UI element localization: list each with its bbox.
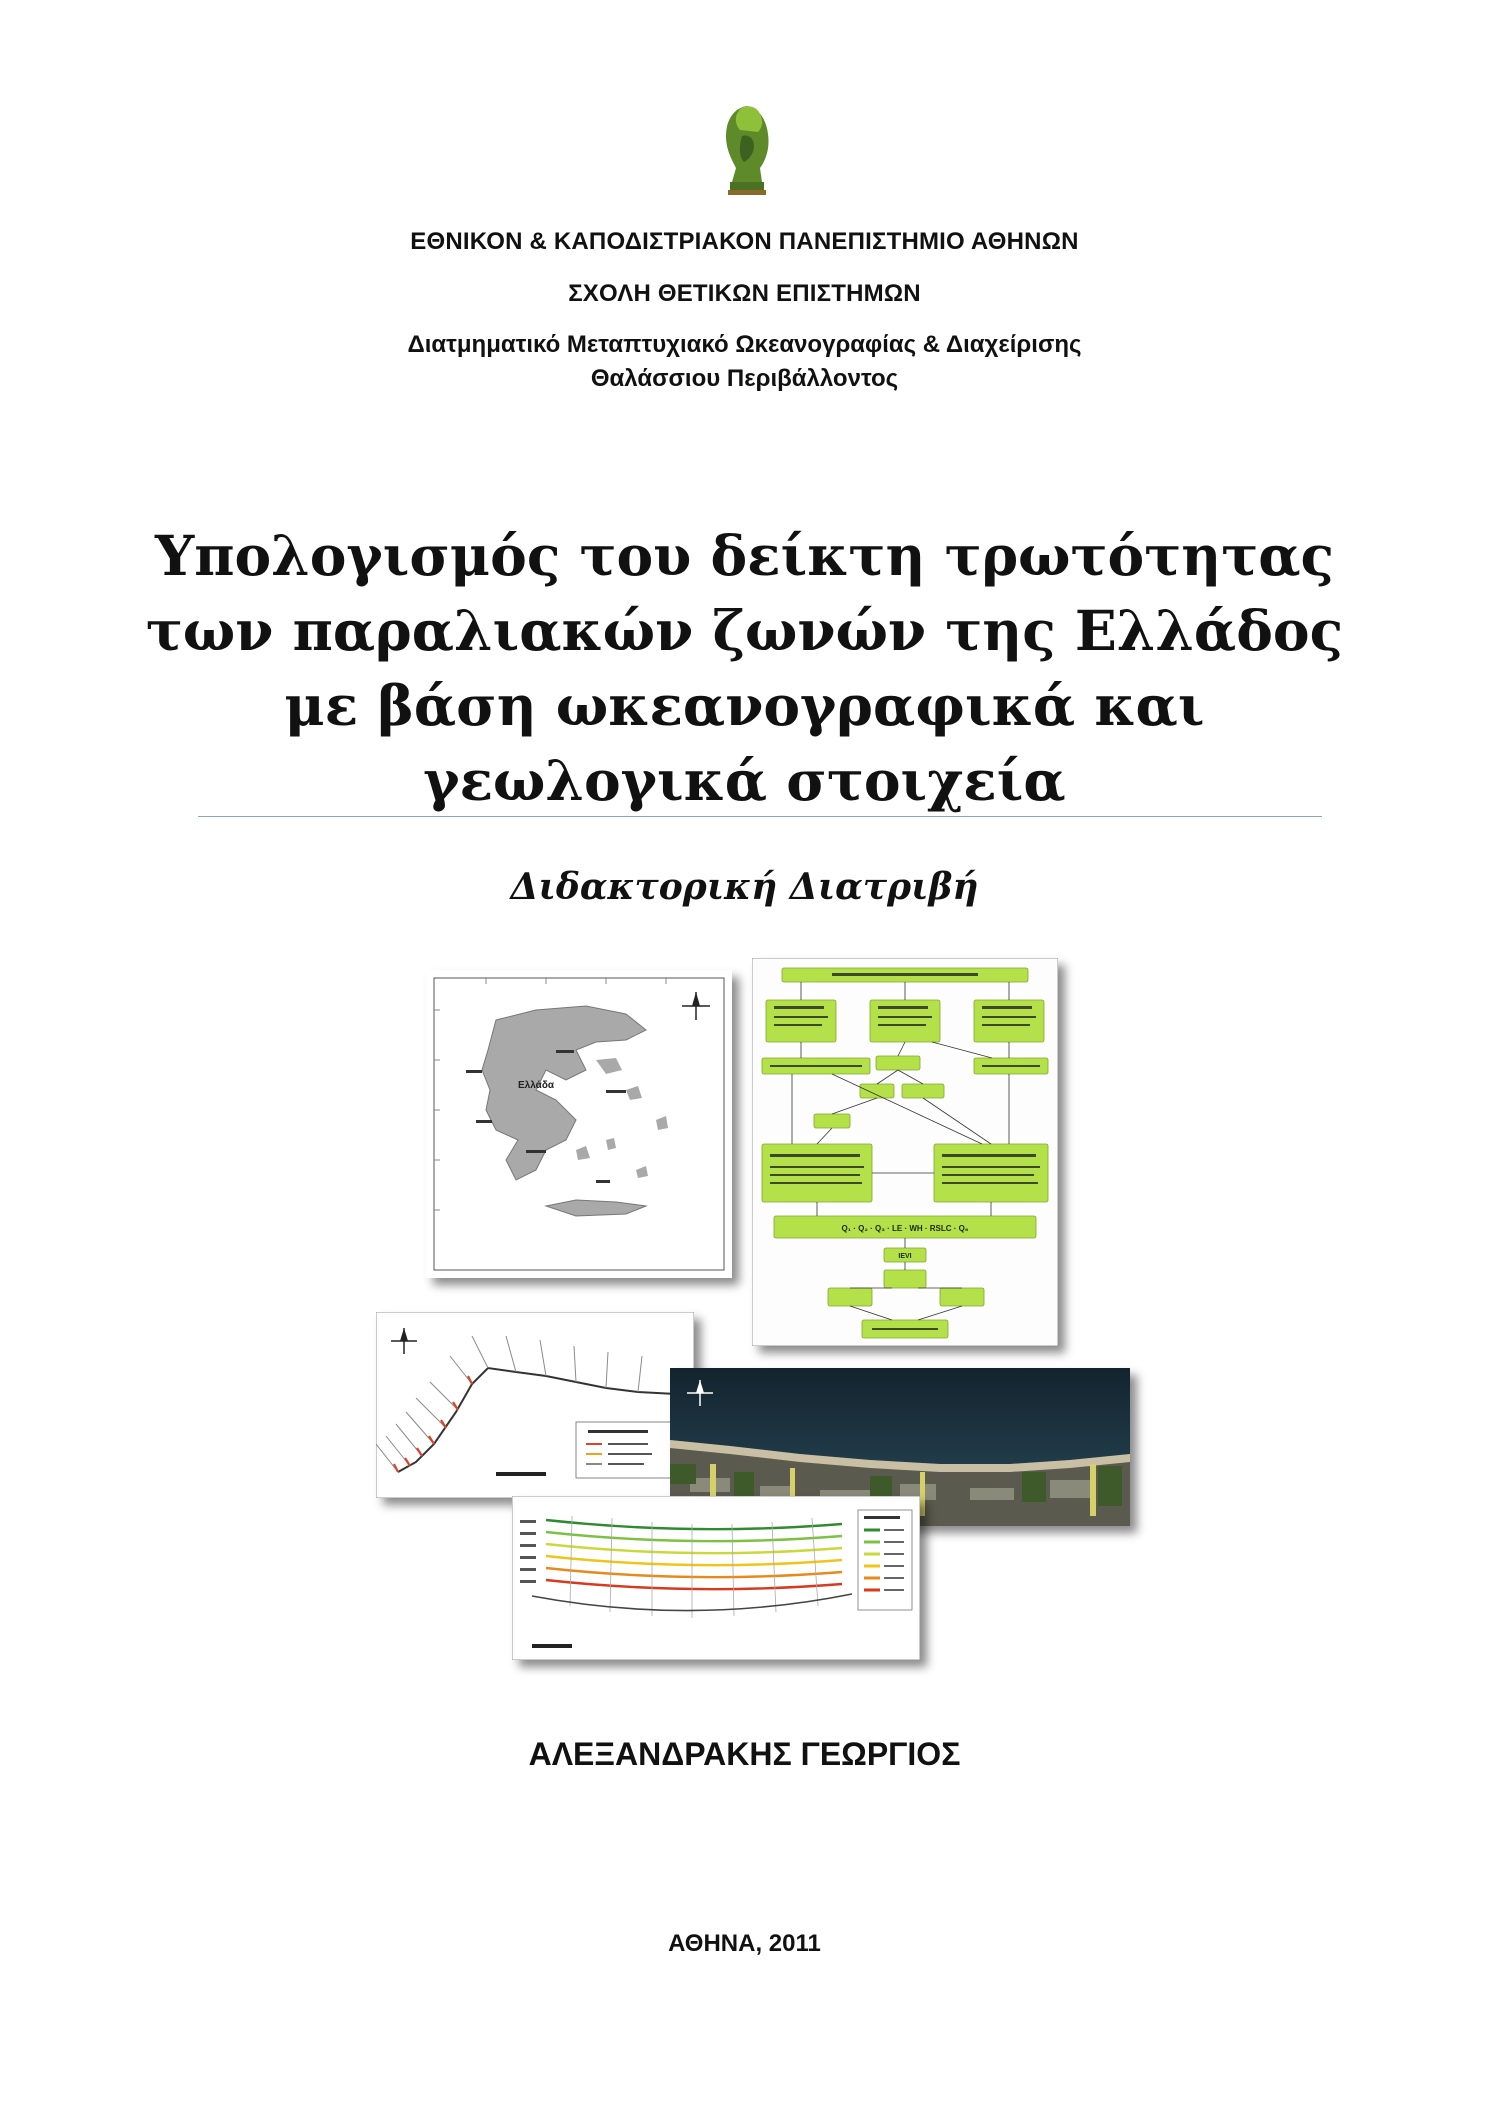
thesis-title-line3: με βάση ωκεανογραφικά και: [284, 673, 1205, 738]
title-divider: [198, 816, 1322, 817]
program-name-line2: Θαλάσσιου Περιβάλλοντος: [590, 365, 899, 392]
school-name: ΣΧΟΛΗ ΘΕΤΙΚΩΝ ΕΠΙΣΤΗΜΩΝ: [568, 280, 921, 307]
greece-map-figure: [426, 970, 732, 1278]
document-type: Διδακτορική Διατριβή: [510, 866, 979, 908]
thesis-title-line4: γεωλογικά στοιχεία: [423, 748, 1066, 813]
thesis-title-line2: των παραλιακών ζωνών της Ελλάδος: [145, 598, 1344, 663]
thesis-title-line1: Υπολογισμός του δείκτη τρωτότητας: [154, 523, 1335, 588]
vulnerability-formula: Q₁ · Q₂ · Q₃ · LE · WH · RSLC · Q₆: [841, 1224, 969, 1233]
map-country-label: Ελλάδα: [518, 1080, 555, 1091]
coastline-segments-figure: [376, 1312, 694, 1498]
athena-helmet-logo-icon: [718, 102, 776, 196]
methodology-flowchart-figure: [752, 958, 1058, 1346]
program-name-line1: Διατμηματικό Μεταπτυχιακό Ωκεανογραφίας & Διαχείρισης: [407, 331, 1082, 358]
place-and-date: ΑΘΗΝΑ, 2011: [668, 1930, 821, 1957]
flowchart-result-label: IEVI: [898, 1253, 912, 1260]
university-name: ΕΘΝΙΚΟΝ & ΚΑΠΟΔΙΣΤΡΙΑΚΟΝ ΠΑΝΕΠΙΣΤΗΜΙΟ ΑΘΗΝΩΝ: [410, 228, 1079, 255]
vulnerability-bands-figure: [512, 1496, 920, 1660]
thesis-title: [0, 518, 1489, 818]
university-logo: [718, 102, 776, 196]
author-name: ΑΛΕΞΑΝΔΡΑΚΗΣ ΓΕΩΡΓΙΟΣ: [528, 1736, 961, 1772]
